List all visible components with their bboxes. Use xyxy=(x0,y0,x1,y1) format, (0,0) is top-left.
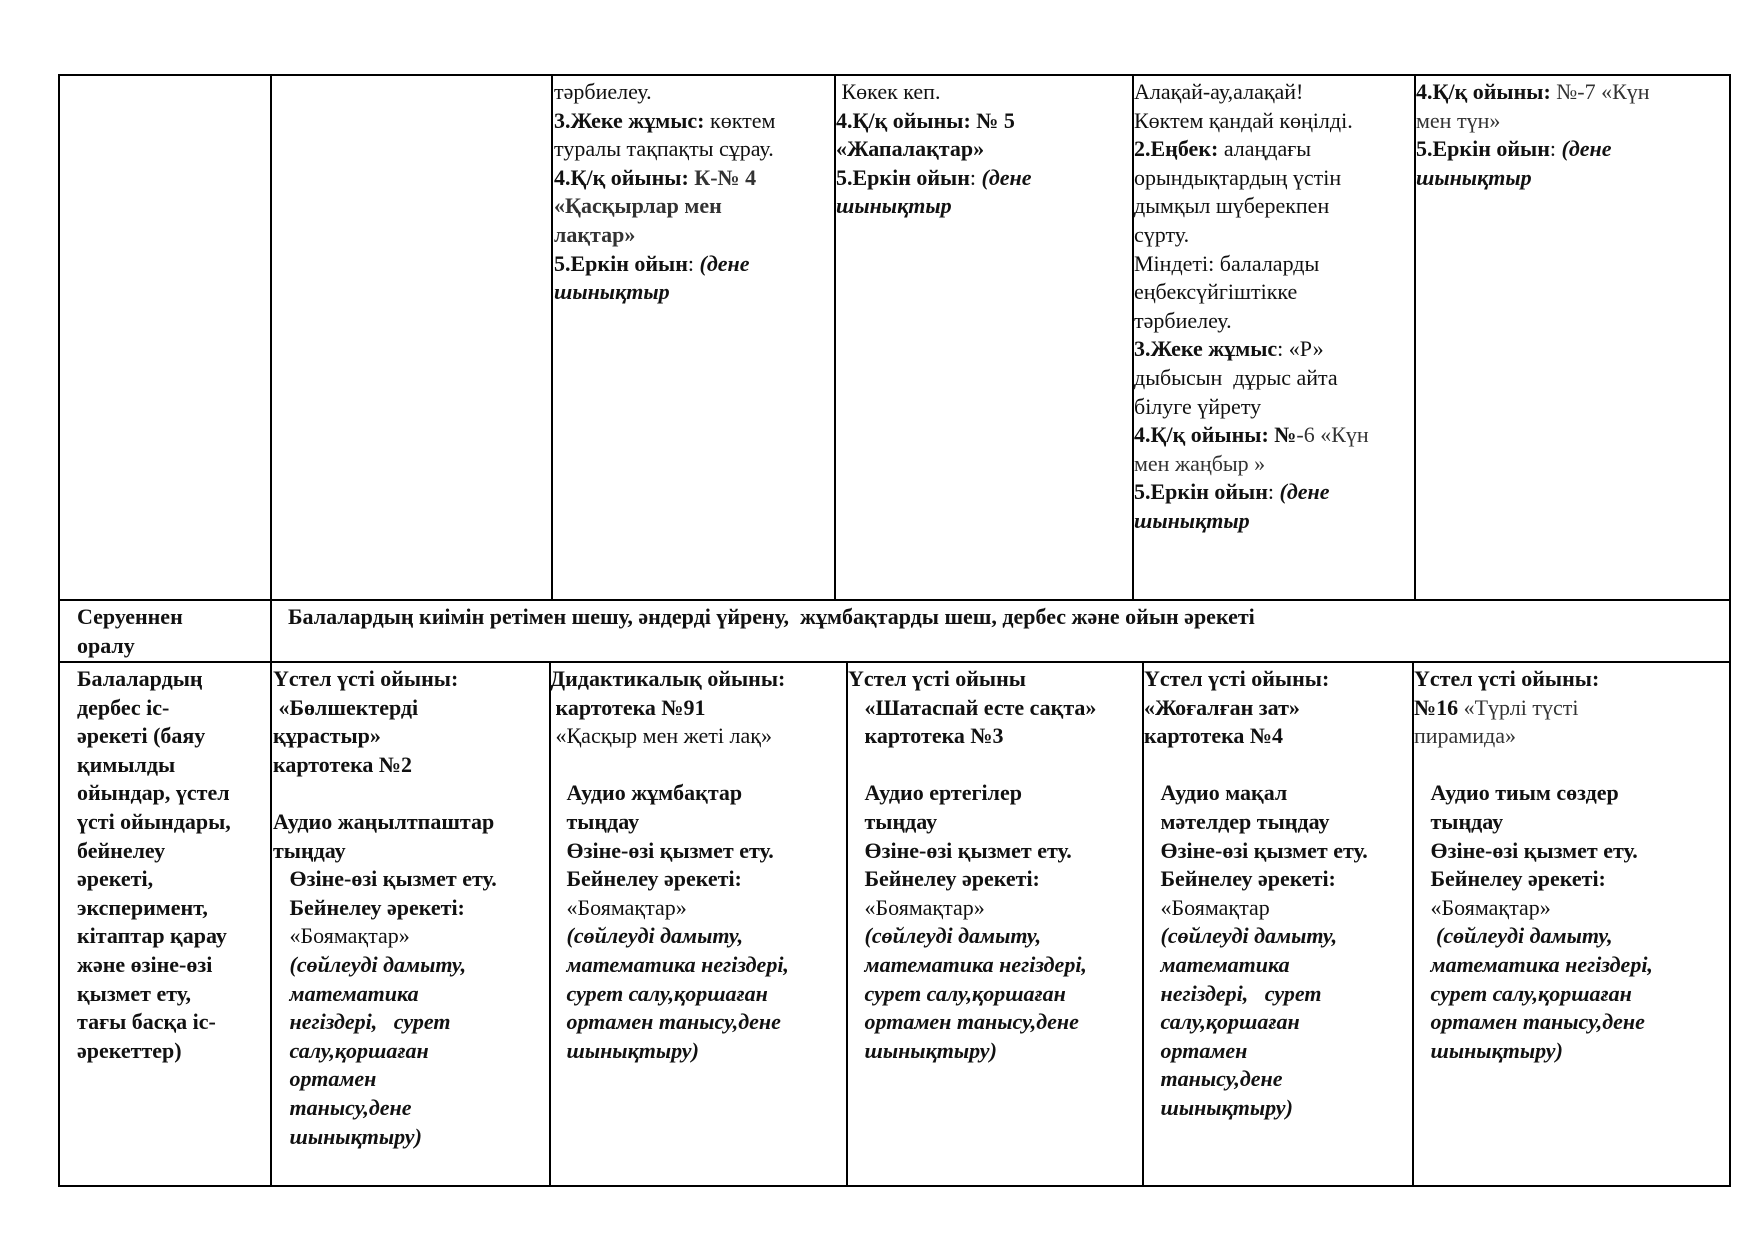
walk-plan-cell-6 xyxy=(1416,78,1727,192)
text-line xyxy=(554,164,832,193)
text-line xyxy=(1134,78,1412,107)
text-line xyxy=(1416,135,1727,164)
text-run: тыңдау xyxy=(1414,808,1504,834)
row-separator-1 xyxy=(58,599,1731,601)
text-line xyxy=(1144,894,1411,923)
text-line xyxy=(1144,779,1411,808)
text-line xyxy=(1414,951,1727,980)
independent-activity-cell-3 xyxy=(550,665,844,1065)
text-line xyxy=(77,808,269,837)
text-run: әрекеттер) xyxy=(77,1037,182,1063)
text-line xyxy=(77,922,269,951)
text-run: «Бояма xyxy=(1144,894,1229,920)
text-run: қтар xyxy=(1228,894,1270,920)
text-run: Өзіне-өзі қызмет ету. xyxy=(273,866,497,892)
text-run: лақтар» xyxy=(554,221,636,247)
text-run: картотека №3 xyxy=(848,723,1004,749)
text-line xyxy=(1414,922,1727,951)
text-line xyxy=(1414,1008,1727,1037)
text-line xyxy=(1416,164,1727,193)
text-run: «Бояма xyxy=(273,923,358,949)
text-line xyxy=(273,1008,548,1037)
text-run: кітаптар қарау xyxy=(77,923,227,949)
text-run: көктем xyxy=(704,107,776,133)
text-run: Үстел үсті ойыны: xyxy=(273,666,459,691)
text-line xyxy=(1134,450,1412,479)
text-line xyxy=(1144,1037,1411,1066)
text-run: 4.Қ/қ ойыны: № 5 xyxy=(836,107,1015,133)
text-line xyxy=(273,894,548,923)
table-border-top xyxy=(58,74,1731,76)
text-run: Өзіне-өзі қызмет ету. xyxy=(1414,837,1638,863)
text-run: №-7 «Күн xyxy=(1550,79,1650,104)
text-run: танысу,дене xyxy=(273,1094,412,1120)
text-run: дымқыл шүберекпен xyxy=(1134,193,1330,219)
text-line xyxy=(550,980,844,1009)
text-run: «Шатаспай есте сақта» xyxy=(848,694,1097,720)
text-line xyxy=(836,135,1130,164)
row-separator-2 xyxy=(58,661,1731,663)
text-run: ортамен xyxy=(1144,1037,1248,1063)
text-line xyxy=(1144,837,1411,866)
text-run: пирамида» xyxy=(1414,723,1516,749)
text-line xyxy=(1144,865,1411,894)
text-run: : «Р» xyxy=(1277,336,1324,362)
text-run: шынықтыру) xyxy=(1144,1094,1293,1120)
text-run: әрекеті (баяу xyxy=(77,723,206,749)
text-line xyxy=(554,135,832,164)
text-run: Үстел үсті ойыны xyxy=(848,666,1026,691)
independent-activity-cell-4 xyxy=(848,665,1141,1065)
text-run: 5.Еркін ойын xyxy=(1416,136,1550,162)
text-run: шынықтыру) xyxy=(1414,1037,1563,1063)
text-run: 4.Қ/қ ойыны: xyxy=(1416,79,1551,104)
text-run: Міндеті: балаларды xyxy=(1134,250,1320,276)
text-line xyxy=(1134,107,1412,136)
text-line xyxy=(77,694,269,723)
text-line xyxy=(273,808,548,837)
text-line xyxy=(1416,78,1727,107)
text-line xyxy=(1144,1008,1411,1037)
text-run: дыбысын дұрыс айта xyxy=(1134,364,1338,390)
text-line xyxy=(273,751,548,780)
text-run: (сөйлеуді дамыту, xyxy=(848,923,1042,949)
text-run: математика негіздері, xyxy=(848,951,1087,977)
text-run: қтар» xyxy=(932,894,985,920)
text-line xyxy=(1134,278,1412,307)
text-line xyxy=(1144,751,1411,780)
text-run: қтар» xyxy=(357,923,410,949)
text-line xyxy=(1414,837,1727,866)
text-run: (дене xyxy=(981,164,1032,190)
text-run: Бейнелеу әрекеті: xyxy=(1144,866,1336,892)
text-run: тәрбиелеу. xyxy=(554,79,652,104)
text-run: шынықтыру) xyxy=(273,1123,422,1149)
text-run: 4.Қ/қ ойыны: xyxy=(1134,422,1269,448)
text-run: сурет салу,қоршаған xyxy=(550,980,768,1006)
text-line xyxy=(1414,751,1727,780)
text-run: К-№ 4 xyxy=(688,164,757,190)
text-run: сүрту. xyxy=(1134,221,1190,247)
text-line xyxy=(77,837,269,866)
text-line xyxy=(554,250,832,279)
text-line xyxy=(848,1008,1141,1037)
text-run: (сөйлеуді дамыту, xyxy=(273,951,467,977)
text-run: 5.Еркін ойын xyxy=(554,250,688,276)
text-line xyxy=(836,192,1130,221)
walk-plan-cell-4 xyxy=(836,78,1130,221)
text-run: 5.Еркін ойын xyxy=(836,164,970,190)
text-line xyxy=(77,894,269,923)
text-run: ортамен танысу,дене xyxy=(550,1009,781,1035)
text-line xyxy=(1134,192,1412,221)
text-run: бейнелеу xyxy=(77,837,166,863)
text-line xyxy=(848,951,1141,980)
text-run: сурет салу,қоршаған xyxy=(1414,980,1632,1006)
text-line xyxy=(1144,1094,1411,1123)
text-run: : xyxy=(687,250,700,276)
text-line xyxy=(550,837,844,866)
text-run: тағы басқа іс- xyxy=(77,1009,216,1035)
text-run: Бейнелеу әрекеті: xyxy=(1414,866,1606,892)
text-line xyxy=(1414,1037,1727,1066)
text-run: 4.Қ/қ ойыны: xyxy=(554,164,689,190)
text-run: орындықтардың үстін xyxy=(1134,164,1342,190)
text-line xyxy=(1144,922,1411,951)
text-run: Аудио жаңылтпаштар xyxy=(273,808,495,834)
text-line xyxy=(1414,779,1727,808)
text-line xyxy=(1414,894,1727,923)
text-run: мен жаңбыр » xyxy=(1134,450,1266,476)
text-run: 2.Еңбек: xyxy=(1134,136,1219,162)
text-run: ойындар, үстел xyxy=(77,780,230,806)
text-run: 3.Жеке жұмыс xyxy=(1134,336,1278,362)
text-line xyxy=(1414,694,1727,723)
text-run: «Қасқырлар мен xyxy=(554,193,722,219)
text-run: ортамен танысу,дене xyxy=(1414,1009,1645,1035)
text-run: картотека №4 xyxy=(1144,723,1284,749)
text-line xyxy=(554,278,832,307)
text-line xyxy=(848,980,1141,1009)
text-run: (дене xyxy=(699,250,750,276)
text-line xyxy=(1134,250,1412,279)
text-line xyxy=(77,722,269,751)
text-run: «Қасқыр мен жеті лақ» xyxy=(550,723,772,749)
text-run: дербес іс- xyxy=(77,694,170,720)
text-line xyxy=(1414,665,1727,694)
text-run: «Бояма xyxy=(848,894,933,920)
text-run: салу,қоршаған xyxy=(273,1037,429,1063)
text-run: шынықтыр xyxy=(836,193,952,219)
text-line xyxy=(273,951,548,980)
text-line xyxy=(836,164,1130,193)
text-run: математика xyxy=(273,980,419,1006)
text-run: алаңдағы xyxy=(1218,136,1312,162)
text-line xyxy=(273,665,548,694)
text-run: қтар» xyxy=(1498,894,1551,920)
text-run: ортамен xyxy=(273,1066,377,1092)
text-run: қтар» xyxy=(634,894,687,920)
text-line xyxy=(1144,808,1411,837)
text-run: үсті ойындары, xyxy=(77,808,231,834)
text-line xyxy=(550,922,844,951)
text-line xyxy=(77,779,269,808)
text-run: Үстел үсті ойыны: xyxy=(1144,666,1330,691)
text-run: салу,қоршаған xyxy=(1144,1009,1300,1035)
text-run: (дене xyxy=(1279,479,1330,505)
text-run: қимылды xyxy=(77,751,176,777)
text-run: шынықтыр xyxy=(554,279,670,305)
text-run: «Жоғалған зат» xyxy=(1144,694,1300,720)
text-run: (сөйлеуді дамыту, xyxy=(550,923,744,949)
text-line xyxy=(550,665,844,694)
text-line xyxy=(848,751,1141,780)
text-line xyxy=(836,78,1130,107)
text-run: картотека №2 xyxy=(273,751,413,777)
independent-activity-cell-6 xyxy=(1414,665,1727,1065)
text-line xyxy=(1144,980,1411,1009)
return-from-walk-label xyxy=(77,603,267,660)
text-line xyxy=(1134,307,1412,336)
text-line xyxy=(848,779,1141,808)
text-line xyxy=(77,980,269,1009)
text-run: негіздері, сурет xyxy=(273,1009,451,1035)
text-line xyxy=(273,980,548,1009)
text-run: Көкек кеп. xyxy=(836,79,941,104)
text-line xyxy=(1134,364,1412,393)
text-run: (сөйлеуді дамыту, xyxy=(1144,923,1338,949)
text-line xyxy=(273,779,548,808)
text-run: № xyxy=(1268,422,1297,448)
walk-plan-cell-3 xyxy=(554,78,832,307)
text-run: шынықтыру) xyxy=(848,1037,997,1063)
text-run: Бейнелеу әрекеті: xyxy=(550,866,742,892)
text-line xyxy=(1134,478,1412,507)
text-line xyxy=(1414,980,1727,1009)
text-line xyxy=(550,1037,844,1066)
text-run: Өзіне-өзі қызмет ету. xyxy=(848,837,1072,863)
text-run: Аудио тиым сөздер xyxy=(1414,780,1619,806)
text-line xyxy=(1414,808,1727,837)
row1-divider-a xyxy=(551,74,553,601)
text-run: «Бояма xyxy=(550,894,635,920)
text-line xyxy=(1144,694,1411,723)
text-line xyxy=(1144,665,1411,694)
text-line xyxy=(1144,1065,1411,1094)
text-run: тыңдау xyxy=(273,837,346,863)
text-line xyxy=(77,1008,269,1037)
text-line xyxy=(848,694,1141,723)
independent-activity-cell-5 xyxy=(1144,665,1411,1123)
text-run: -6 «Күн xyxy=(1296,422,1369,448)
text-line xyxy=(848,1037,1141,1066)
text-line xyxy=(77,603,267,632)
text-run: Аудио ертегілер xyxy=(848,780,1022,806)
text-line xyxy=(554,107,832,136)
table-border-right xyxy=(1729,74,1731,1187)
text-run: математика негіздері, xyxy=(1414,951,1653,977)
text-run: шынықтыр xyxy=(1416,164,1532,190)
text-line xyxy=(288,603,1726,632)
text-run: Үстел үсті ойыны: xyxy=(1414,666,1600,691)
walk-plan-cell-5 xyxy=(1134,78,1412,536)
text-line xyxy=(550,951,844,980)
text-line xyxy=(1134,335,1412,364)
text-line xyxy=(77,951,269,980)
text-line xyxy=(554,192,832,221)
label-column-divider xyxy=(270,74,272,1187)
text-line xyxy=(273,865,548,894)
text-line xyxy=(550,865,844,894)
text-run: (сөйлеуді дамыту, xyxy=(1414,923,1613,949)
text-run: : xyxy=(1267,479,1280,505)
text-run: шынықтыр xyxy=(1134,507,1250,533)
text-line xyxy=(554,78,832,107)
text-line xyxy=(550,722,844,751)
text-line xyxy=(550,694,844,723)
text-line xyxy=(554,221,832,250)
text-line xyxy=(273,837,548,866)
text-line xyxy=(77,632,267,661)
text-line xyxy=(848,665,1141,694)
text-run: 3.Жеке жұмыс: xyxy=(554,107,705,133)
text-line xyxy=(1134,421,1412,450)
text-line xyxy=(1134,507,1412,536)
text-line xyxy=(550,808,844,837)
text-run: «Түрлі түсті xyxy=(1458,694,1579,720)
text-run: сурет салу,қоршаған xyxy=(848,980,1066,1006)
text-run: және өзіне-өзі xyxy=(77,951,213,977)
text-run: математика xyxy=(1144,951,1290,977)
text-run: Өзіне-өзі қызмет ету. xyxy=(550,837,774,863)
text-run: туралы тақпақты сұрау. xyxy=(554,136,774,162)
table-border-left xyxy=(58,74,60,1187)
text-run: Аудио мақал xyxy=(1144,780,1288,806)
text-line xyxy=(273,1094,548,1123)
text-line xyxy=(273,922,548,951)
text-run: №16 xyxy=(1414,694,1459,720)
text-run: мен түн» xyxy=(1416,107,1501,133)
text-line xyxy=(1134,393,1412,422)
text-run: құрастыр» xyxy=(273,723,381,749)
text-line xyxy=(550,1008,844,1037)
text-run: тыңдау xyxy=(550,808,640,834)
text-line xyxy=(848,722,1141,751)
text-line xyxy=(550,894,844,923)
text-line xyxy=(1134,164,1412,193)
text-run: әрекеті, xyxy=(77,866,154,892)
text-run: танысу,дене xyxy=(1144,1066,1283,1092)
text-run: Өзіне-өзі қызмет ету. xyxy=(1144,837,1368,863)
text-run: 5.Еркін ойын xyxy=(1134,479,1268,505)
text-run: : xyxy=(1549,136,1562,162)
text-line xyxy=(77,751,269,780)
text-line xyxy=(1134,221,1412,250)
text-run: негіздері, сурет xyxy=(1144,980,1322,1006)
text-run: Серуеннен xyxy=(77,604,183,629)
text-run: Бейнелеу әрекеті: xyxy=(848,866,1040,892)
text-line xyxy=(77,665,269,694)
independent-activity-label xyxy=(77,665,269,1065)
text-run: эксперимент, xyxy=(77,894,208,920)
text-run: Көктем қандай көңілді. xyxy=(1134,107,1353,133)
text-run: (дене xyxy=(1561,136,1612,162)
text-line xyxy=(848,808,1141,837)
text-run: оралу xyxy=(77,632,135,658)
text-run: Балалардың xyxy=(77,666,203,691)
text-line xyxy=(77,1037,269,1066)
text-run: «Жапалақтар» xyxy=(836,136,985,162)
text-line xyxy=(1144,951,1411,980)
text-run: еңбексүйгіштікке xyxy=(1134,279,1298,305)
text-run: мәтелдер тыңдау xyxy=(1144,808,1330,834)
text-run: математика негіздері, xyxy=(550,951,789,977)
independent-activity-cell-2 xyxy=(273,665,548,1151)
text-line xyxy=(273,1037,548,1066)
text-run: «Бояма xyxy=(1414,894,1499,920)
text-run: тыңдау xyxy=(848,808,938,834)
text-line xyxy=(550,779,844,808)
table-border-bottom xyxy=(58,1185,1731,1187)
text-line xyxy=(273,1123,548,1152)
text-line xyxy=(273,722,548,751)
text-run: Балалардың киімін ретімен шешу, әндерді үйрену, жұмбақтарды шеш, дербес және ойын әрекеті xyxy=(288,604,1255,629)
return-from-walk-content xyxy=(288,603,1726,632)
text-line xyxy=(1134,135,1412,164)
text-line xyxy=(1416,107,1727,136)
text-run: Дидактикалық ойыны: xyxy=(550,666,786,691)
text-run: «Бөлшектерді xyxy=(273,694,419,720)
text-line xyxy=(1414,865,1727,894)
text-line xyxy=(273,1065,548,1094)
text-run: Бейнелеу әрекеті: xyxy=(273,894,465,920)
text-run: Аудио жұмбақтар xyxy=(550,780,743,806)
text-line xyxy=(550,751,844,780)
text-line xyxy=(273,694,548,723)
text-line xyxy=(836,107,1130,136)
text-run: шынықтыру) xyxy=(550,1037,699,1063)
text-run: тәрбиелеу. xyxy=(1134,307,1232,333)
text-line xyxy=(848,837,1141,866)
text-run: білуге үйрету xyxy=(1134,393,1262,419)
text-run: Алақай-ау,алақай! xyxy=(1134,79,1304,104)
text-run: : xyxy=(969,164,982,190)
text-line xyxy=(848,894,1141,923)
text-run: қызмет ету, xyxy=(77,980,192,1006)
text-line xyxy=(848,922,1141,951)
text-run: ортамен танысу,дене xyxy=(848,1009,1079,1035)
text-line xyxy=(1414,722,1727,751)
text-line xyxy=(848,865,1141,894)
text-run: картотека №91 xyxy=(550,694,706,720)
text-line xyxy=(1144,722,1411,751)
text-line xyxy=(77,865,269,894)
